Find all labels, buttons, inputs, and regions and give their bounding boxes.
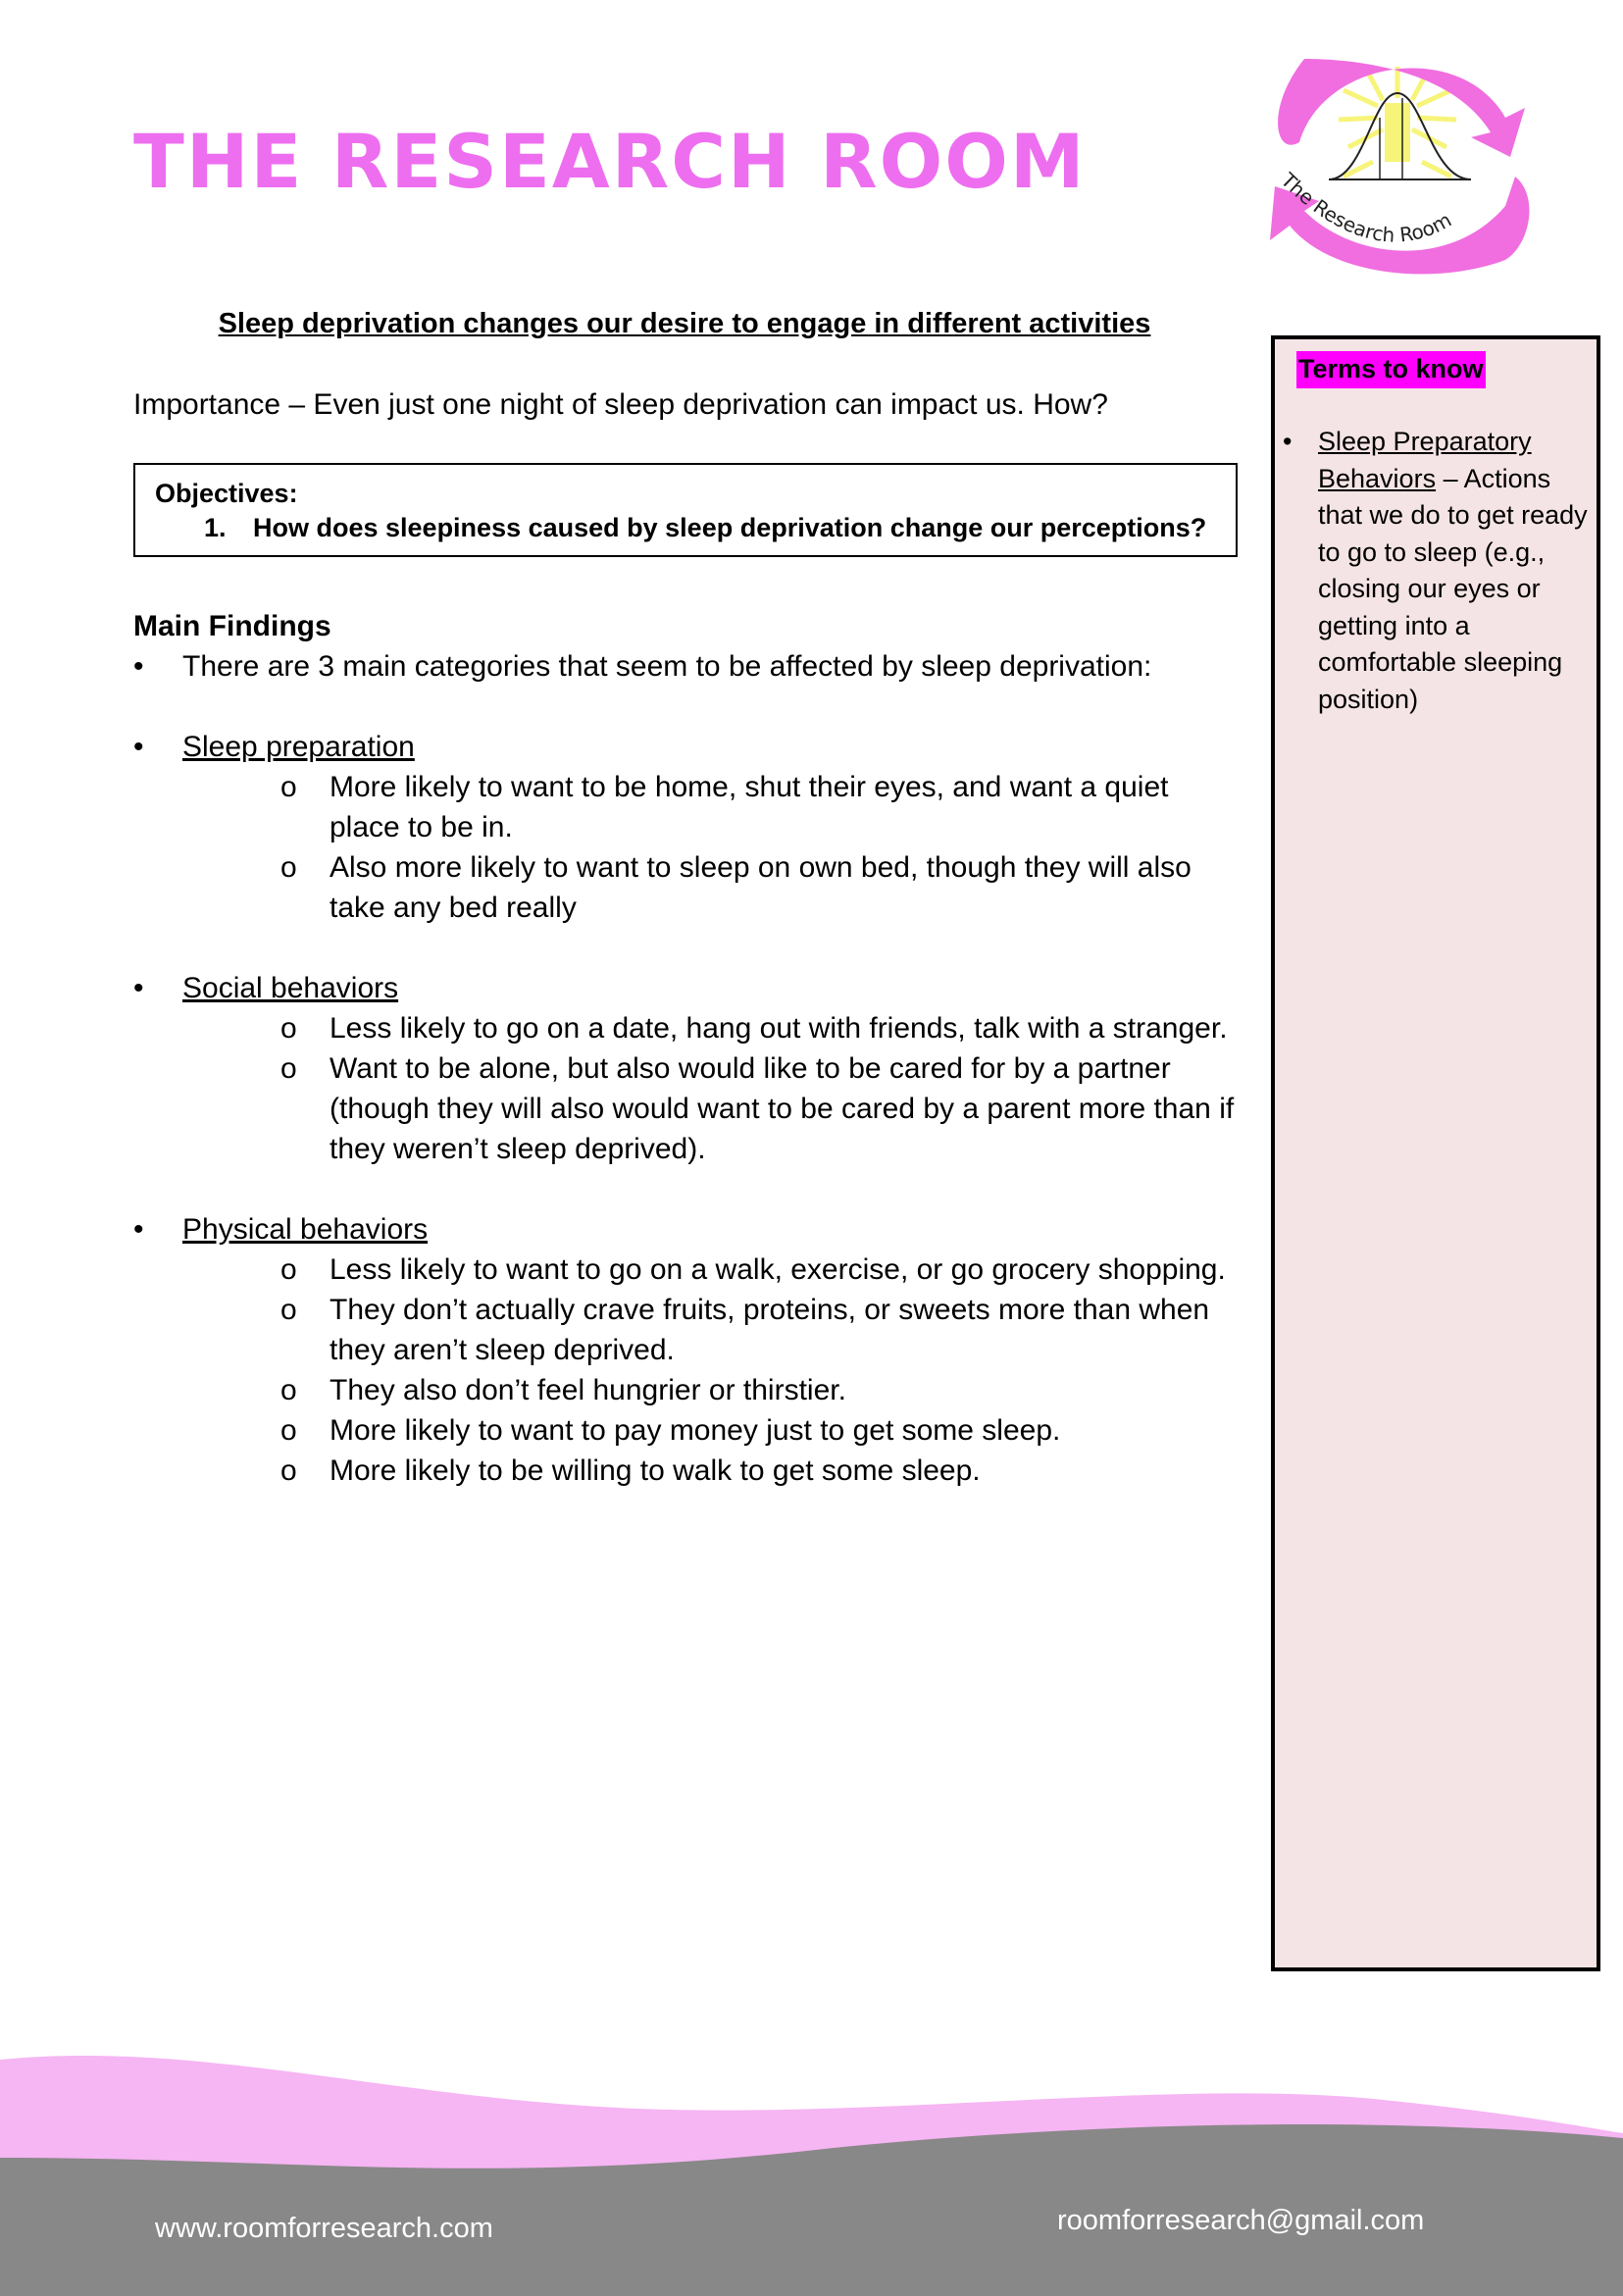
main-findings — [133, 606, 1242, 1491]
sub-bullet-icon: o — [280, 1454, 297, 1487]
objective-number: 1. — [204, 513, 227, 542]
intro-text: There are 3 main categories that seem to be affected by sleep deprivation: — [182, 650, 1152, 683]
bullet-icon: • — [133, 731, 144, 763]
page-title: THE RESEARCH ROOM — [133, 118, 1087, 205]
sub-bullet-icon: o — [280, 1052, 297, 1085]
category-name: Sleep preparation — [182, 731, 415, 763]
list-item — [133, 1290, 1242, 1370]
sub-bullet-icon: o — [280, 1374, 297, 1406]
finding-text: Less likely to go on a date, hang out with friends, talk with a stranger. — [330, 1012, 1228, 1045]
category-heading — [133, 968, 1242, 1008]
term-entry — [1283, 424, 1589, 718]
list-item — [133, 767, 1242, 847]
bullet-icon: • — [133, 650, 144, 683]
bullet-icon: • — [133, 972, 144, 1004]
article-heading: Sleep deprivation changes our desire to engage in different activities — [218, 308, 1151, 339]
sub-bullet-icon: o — [280, 1414, 297, 1447]
list-item — [133, 1410, 1242, 1451]
list-item — [133, 1370, 1242, 1410]
footer-wave — [0, 2040, 1623, 2296]
objective-text: How does sleepiness caused by sleep deprivation change our perceptions? — [253, 513, 1207, 542]
finding-text: More likely to be willing to walk to get some sleep. — [330, 1454, 981, 1487]
objectives-title: Objectives: — [155, 479, 298, 508]
sub-bullet-icon: o — [280, 1253, 297, 1286]
finding-text: Want to be alone, but also would like to be cared for by a partner (though they will also would want to be cared by a parent more than if they weren’t sleep deprived). — [330, 1052, 1235, 1165]
main-findings-title: Main Findings — [133, 610, 331, 642]
finding-text: More likely to want to pay money just to get some sleep. — [330, 1414, 1061, 1447]
logo-label: The Research Room — [1276, 168, 1456, 247]
terms-heading: Terms to know — [1296, 351, 1486, 388]
list-item — [133, 646, 1242, 687]
sub-bullet-icon: o — [280, 771, 297, 803]
list-item — [133, 1451, 1242, 1491]
finding-text: More likely to want to be home, shut their eyes, and want a quiet place to be in. — [330, 771, 1169, 843]
category-heading — [133, 1209, 1242, 1250]
sub-bullet-icon: o — [280, 1294, 297, 1326]
bullet-icon: • — [1283, 427, 1293, 456]
category-heading — [133, 727, 1242, 767]
category-name: Physical behaviors — [182, 1213, 429, 1246]
research-room-logo — [1245, 49, 1549, 284]
finding-text: Also more likely to want to sleep on own bed, though they will also take any bed really — [330, 851, 1192, 924]
term-name: Sleep Preparatory Behaviors — [1318, 427, 1532, 493]
importance-statement: Importance – Even just one night of sleep deprivation can impact us. How? — [133, 388, 1108, 421]
objectives-box — [133, 463, 1238, 557]
objective-item — [204, 513, 1216, 543]
list-item — [133, 1048, 1242, 1169]
finding-text: They also don’t feel hungrier or thirstier. — [330, 1374, 846, 1406]
bullet-icon: • — [133, 1213, 144, 1246]
finding-text: Less likely to want to go on a walk, exercise, or go grocery shopping. — [330, 1253, 1226, 1286]
list-item — [133, 1008, 1242, 1048]
website-link[interactable]: www.roomforresearch.com — [155, 2213, 493, 2244]
email-link[interactable]: roomforresearch@gmail.com — [1057, 2205, 1425, 2236]
finding-text: They don’t actually crave fruits, proteins, or sweets more than when they aren’t sleep deprived. — [330, 1294, 1210, 1366]
term-definition: – Actions that we do to get ready to go to sleep (e.g., closing our eyes or getting into a comfortable sleeping position) — [1318, 463, 1588, 714]
list-item — [133, 847, 1242, 928]
category-name: Social behaviors — [182, 972, 399, 1004]
sun-bar-icon — [1385, 103, 1410, 162]
sub-bullet-icon: o — [280, 851, 297, 884]
sub-bullet-icon: o — [280, 1012, 297, 1045]
terms-sidebar — [1271, 335, 1600, 1971]
list-item — [133, 1250, 1242, 1290]
